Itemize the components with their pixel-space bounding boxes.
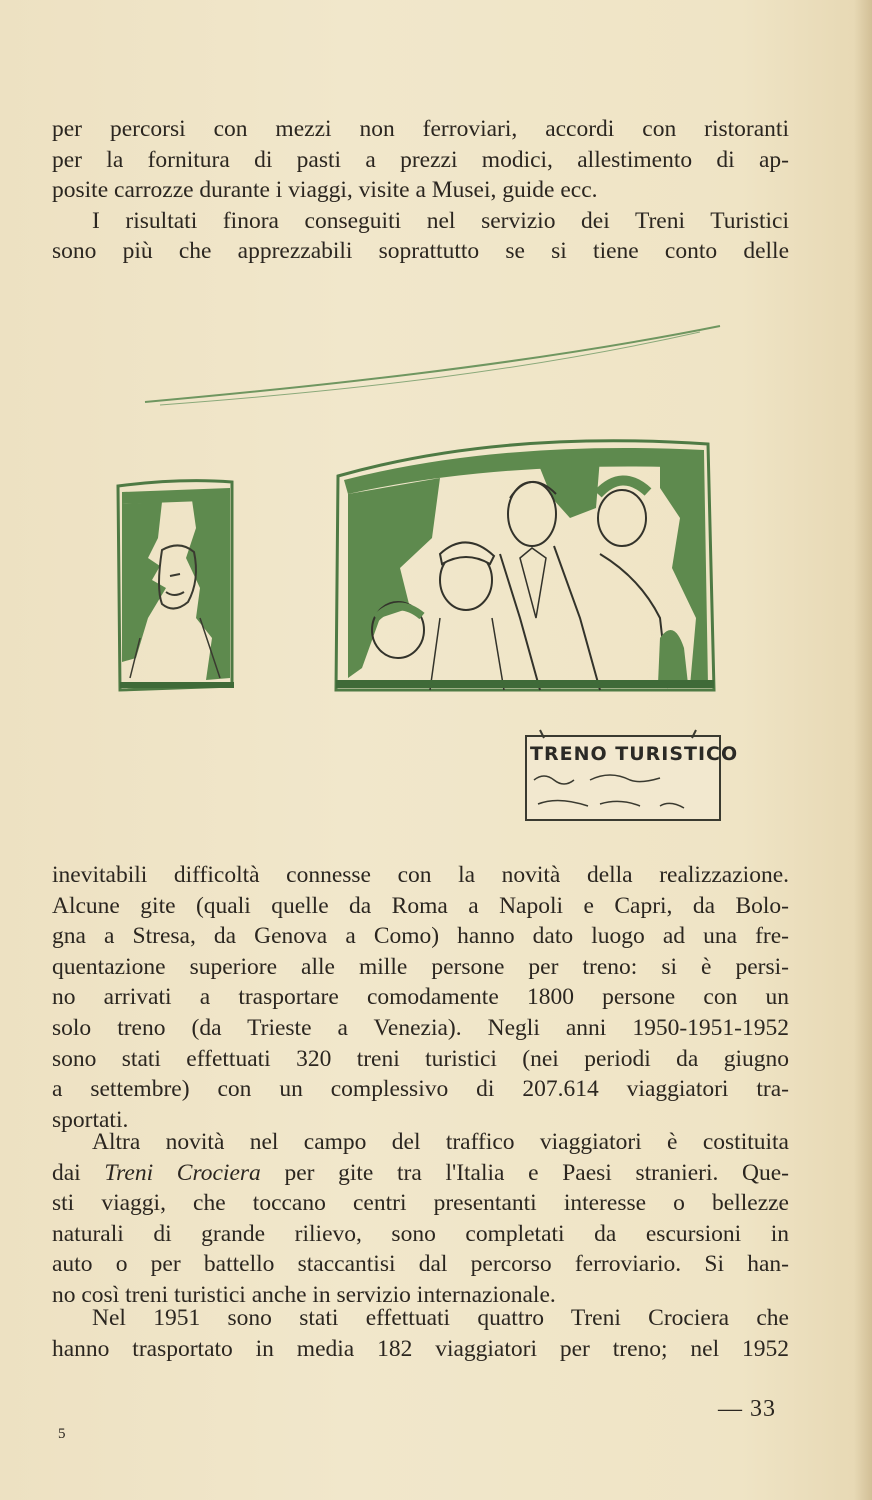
- text-line: I risultati finora conseguiti nel servizio dei Treni Turistici: [92, 207, 789, 234]
- text-line: no così treni turistici anche in servizio internazionale.: [52, 1281, 556, 1308]
- speed-line: [160, 332, 700, 405]
- paragraph-treni-crociera: [52, 1127, 789, 1311]
- text-line: sportati.: [52, 1106, 129, 1133]
- text-line: sono più che apprezzabili soprattutto se si tiene conto delle: [52, 238, 789, 265]
- text-line: auto o per battello staccantisi dal percorso ferroviario. Si han-: [52, 1251, 789, 1278]
- text-line: dai Treni Crociera per gite tra l'Italia e Paesi stranieri. Que-: [52, 1159, 789, 1186]
- text-line: gna a Stresa, da Genova a Como) hanno dato luogo ad una fre-: [52, 923, 789, 950]
- paragraph-intro: [52, 114, 789, 267]
- text-line: inevitabili difficoltà connesse con la novità della realizzazione.: [52, 862, 789, 888]
- signature-mark: 5: [58, 1426, 66, 1442]
- treno-turistico-sign: [526, 730, 738, 820]
- paragraph-1951: [52, 1303, 789, 1364]
- text-line: a settembre) con un complessivo di 207.614 viaggiatori tra-: [52, 1076, 789, 1103]
- paragraph-results: [52, 860, 789, 1135]
- text-line: sono stati effettuati 320 treni turistici (nei periodi da giugno: [52, 1045, 789, 1072]
- text-line: Altra novità nel campo del traffico viaggiatori è costituita: [92, 1129, 789, 1155]
- text-line: per percorsi con mezzi non ferroviari, accordi con ristoranti: [52, 116, 789, 142]
- left-window-drawing: [118, 481, 234, 690]
- text-line: solo treno (da Trieste a Venezia). Negli anni 1950-1951-1952: [52, 1014, 789, 1041]
- train-window-illustration: [100, 318, 740, 838]
- text-line: Alcune gite (quali quelle da Roma a Napoli e Capri, da Bolo-: [52, 892, 789, 919]
- speed-line: [145, 326, 720, 402]
- text-line: Nel 1951 sono stati effettuati quattro Treni Crociera che: [92, 1305, 789, 1331]
- text-line: no arrivati a trasportare comodamente 1800 persone con un: [52, 984, 789, 1011]
- italic-term: Treni Crociera: [104, 1159, 261, 1186]
- text-line: per la fornitura di pasti a prezzi modici, allestimento di ap-: [52, 146, 789, 173]
- page-number: — 33: [718, 1396, 776, 1422]
- text-line: posite carrozze durante i viaggi, visite a Musei, guide ecc.: [52, 177, 598, 204]
- main-window-drawing: [336, 441, 714, 690]
- text-line: sti viaggi, che toccano centri presentanti interesse o bellezze: [52, 1190, 789, 1217]
- text-line: hanno trasportato in media 182 viaggiatori per treno; nel 1952: [52, 1335, 789, 1362]
- sign-title: TRENO TURISTICO: [530, 743, 739, 765]
- text-line: quentazione superiore alle mille persone per treno: si è persi-: [52, 953, 789, 980]
- text-line: naturali di grande rilievo, sono completati da escursioni in: [52, 1220, 789, 1247]
